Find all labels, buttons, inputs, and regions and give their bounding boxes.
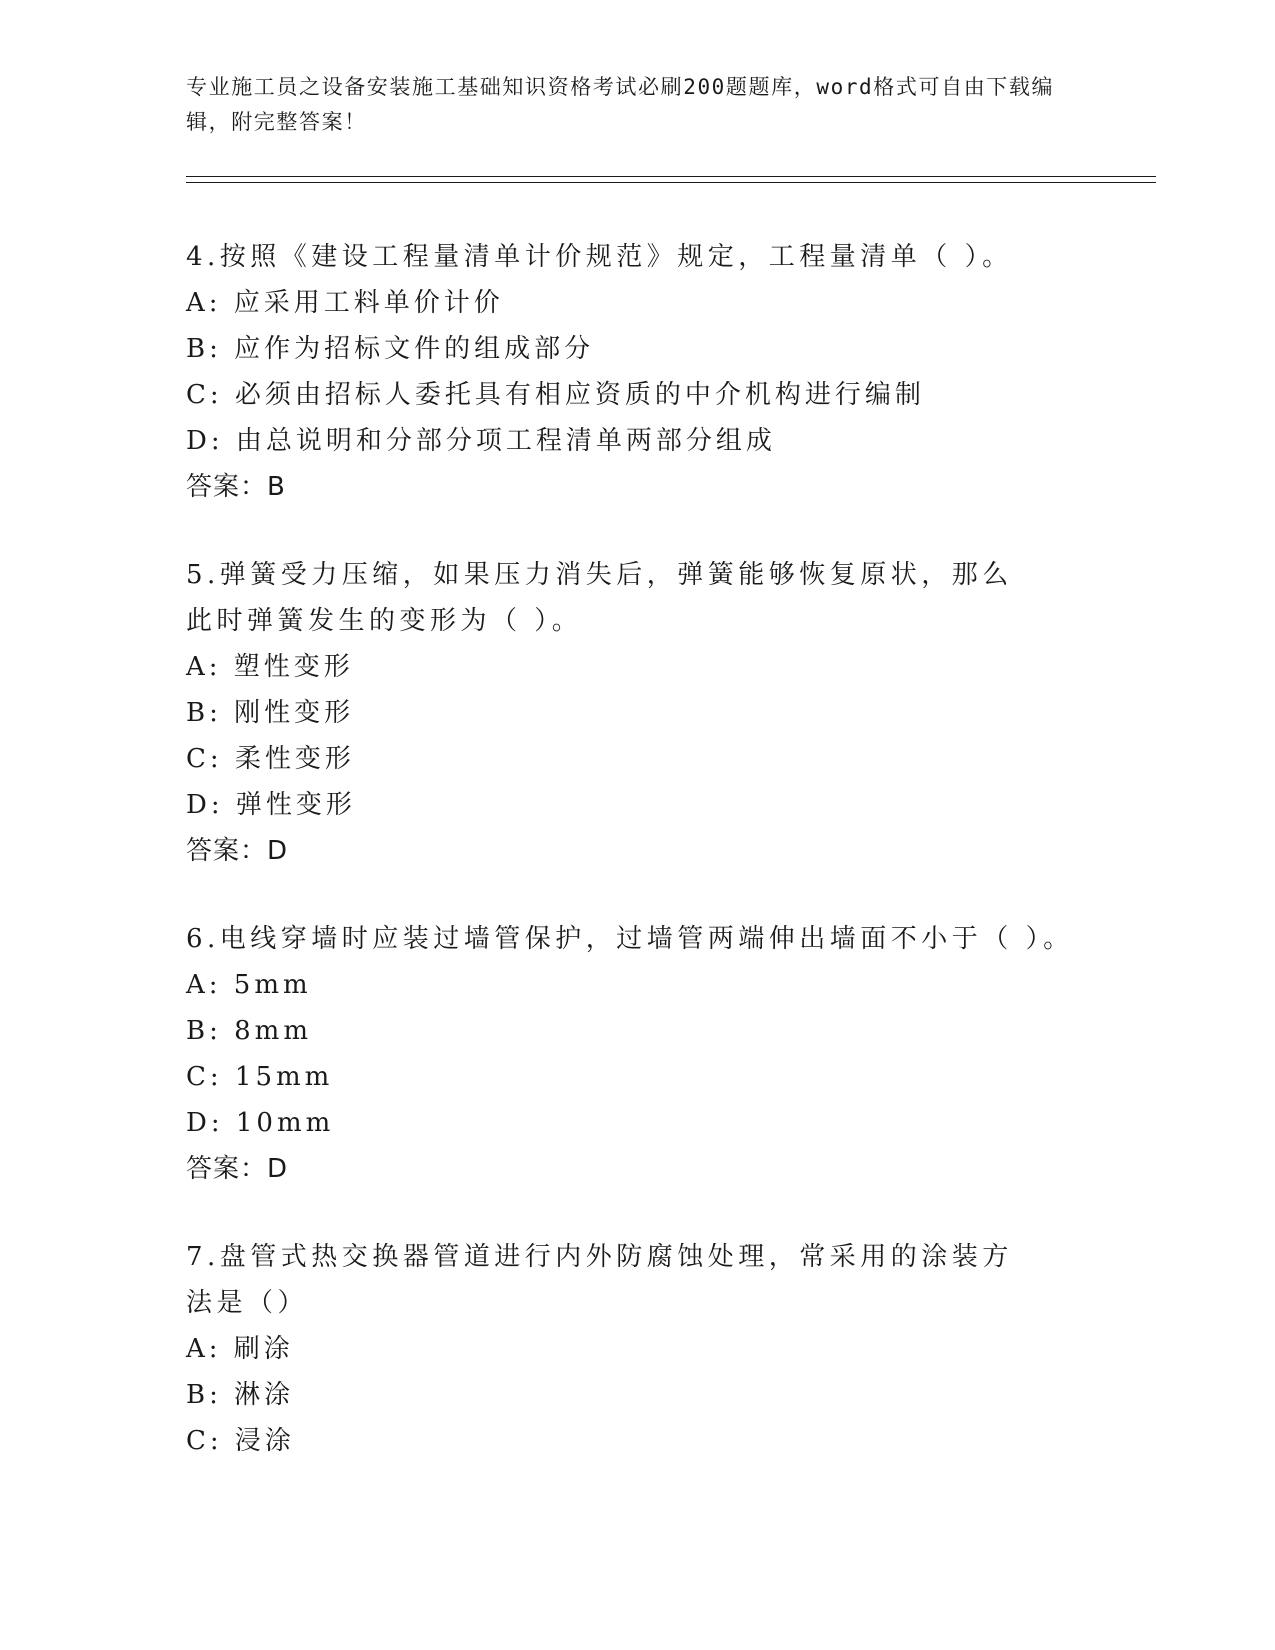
document-intro: 专业施工员之设备安装施工基础知识资格考试必刷200题题库，word格式可自由下载编辑，附完整答案！ (186, 75, 1055, 134)
option-c: C: 15mm (186, 1062, 334, 1092)
question-list (186, 234, 1086, 1506)
question-stem: 7.盘管式热交换器管道进行内外防腐蚀处理，常采用的涂装方法是（） (186, 1242, 1013, 1318)
option-b: B: 8mm (186, 1016, 312, 1046)
option-a: A: 塑性变形 (186, 652, 354, 682)
header-divider (186, 176, 1156, 183)
option-c: C: 必须由招标人委托具有相应资质的中介机构进行编制 (186, 380, 925, 410)
option-a: A: 应采用工料单价计价 (186, 288, 504, 318)
document-page (186, 70, 1156, 140)
answer-key: 答案：D (186, 1154, 289, 1184)
question-stem: 4.按照《建设工程量清单计价规范》规定，工程量清单（ ）。 (186, 242, 1013, 272)
option-d: D: 由总说明和分部分项工程清单两部分组成 (186, 426, 776, 456)
option-d: D: 10mm (186, 1108, 335, 1138)
question-4 (186, 234, 1086, 510)
question-stem: 6.电线穿墙时应装过墙管保护，过墙管两端伸出墙面不小于（ ）。 (186, 924, 1074, 954)
question-7 (186, 1234, 1086, 1464)
answer-key: 答案：D (186, 836, 289, 866)
option-a: A: 刷涂 (186, 1334, 294, 1364)
question-6 (186, 916, 1086, 1192)
question-stem: 5.弹簧受力压缩，如果压力消失后，弹簧能够恢复原状，那么此时弹簧发生的变形为（ ）。 (186, 560, 1013, 636)
option-b: B: 刚性变形 (186, 698, 355, 728)
option-c: C: 柔性变形 (186, 744, 355, 774)
option-b: B: 淋涂 (186, 1380, 295, 1410)
option-d: D: 弹性变形 (186, 790, 356, 820)
answer-key: 答案：B (186, 472, 286, 502)
option-a: A: 5mm (186, 970, 312, 1000)
question-5 (186, 552, 1086, 874)
option-c: C: 浸涂 (186, 1426, 295, 1456)
option-b: B: 应作为招标文件的组成部分 (186, 334, 595, 364)
